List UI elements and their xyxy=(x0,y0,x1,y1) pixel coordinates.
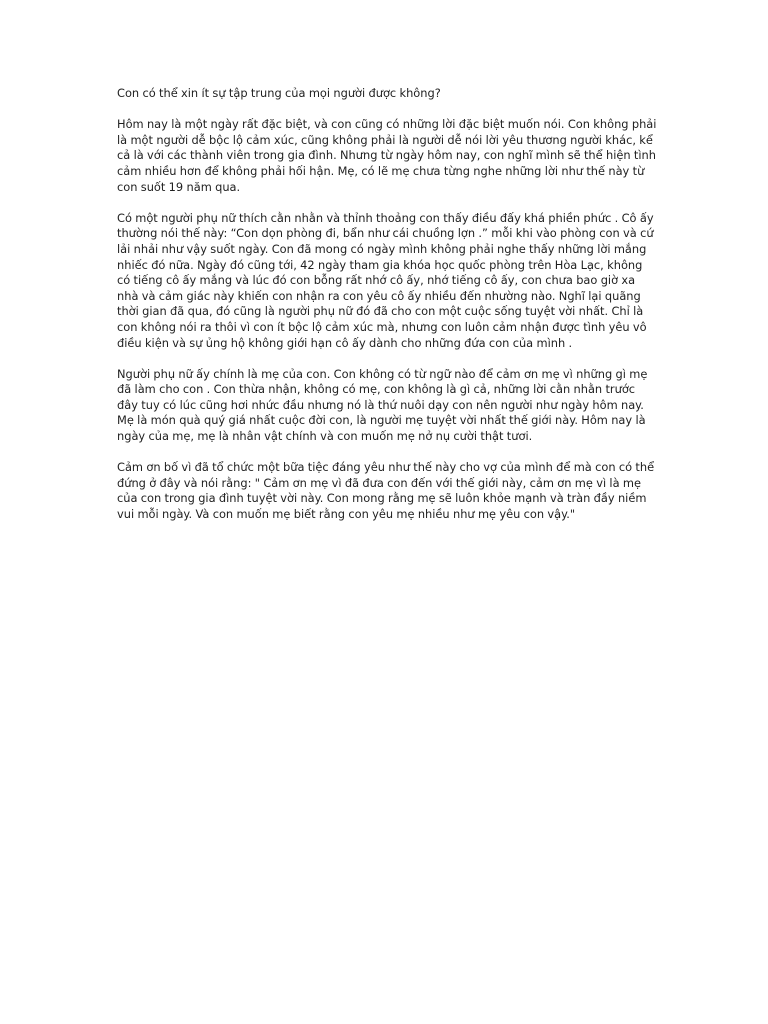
paragraph-opening: Con có thể xin ít sự tập trung của mọi người được không? xyxy=(117,86,441,100)
paragraph-mother: Người phụ nữ ấy chính là mẹ của con. Con không có từ ngữ nào để cảm ơn mẹ vì những gì mẹ đã làm cho con . Con thừa nhận, không có mẹ, con không là gì cả, những lời cằn nhằn trước đây tuy có lúc cũng hơi nhức đầu nhưng nó là thứ nuôi dạy con nên người như ngày hôm nay. Mẹ là món quà quý giá nhất cuộc đời con, là người mẹ tuyệt vời nhất thế giới này. Hôm nay là ngày của mẹ, mẹ là nhân vật chính và con muốn mẹ nở nụ cười thật tươi. xyxy=(117,366,648,444)
paragraph-story: Có một người phụ nữ thích cằn nhằn và thỉnh thoảng con thấy điều đấy khá phiền phức . Cô ấy thường nói thế này: “Con dọn phòng đi, bẩn như cái chuồng lợn .” mỗi khi vào phòng con và cứ lải nhải như vậy suốt ngày. Con đã mong có ngày mình không phải nghe thấy những lời mắng nhiếc đó nữa. Ngày đó cũng tới, 42 ngày tham gia khóa học quốc phòng trên Hòa Lạc, không có tiếng cô ấy mắng và lúc đó con bỗng rất nhớ cô ấy, nhớ tiếng cô ấy, con chưa bao giờ xa nhà và cảm giác này khiến con nhận ra con yêu cô ấy nhiều đến nhường nào. Nghĩ lại quãng thời gian đã qua, đó cũng là người phụ nữ đó đã cho con một cuộc sống tuyệt vời nhất. Chỉ là con không nói ra thôi vì con ít bộc lộ cảm xúc mà, nhưng con luôn cảm nhận được tình yêu vô điều kiện và sự ủng hộ không giới hạn cô ấy dành cho những đứa con của mình . xyxy=(117,210,654,350)
paragraph-intro: Hôm nay là một ngày rất đặc biệt, và con cũng có những lời đặc biệt muốn nói. Con không phải là một người dễ bộc lộ cảm xúc, cũng không phải là người dễ nói lời yêu thương người khác, kể cả là với các thành viên trong gia đình. Nhưng từ ngày hôm nay, con nghĩ mình sẽ thể hiện tình cảm nhiều hơn để không phải hối hận. Mẹ, có lẽ mẹ chưa từng nghe những lời như thế này từ con suốt 19 năm qua. xyxy=(117,117,657,194)
paragraph-closing: Cảm ơn bố vì đã tổ chức một bữa tiệc đáng yêu như thế này cho vợ của mình để mà con có thể đứng ở đây và nói rằng: " Cảm ơn mẹ vì đã đưa con đến với thế giới này, cảm ơn mẹ vì là mẹ của con trong gia đình tuyệt vời này. Con mong rằng mẹ sẽ luôn khỏe mạnh và tràn đầy niềm vui mỗi ngày. Và con muốn mẹ biết rằng con yêu mẹ nhiều như mẹ yêu con vậy." xyxy=(117,460,655,522)
document-body xyxy=(117,86,657,538)
